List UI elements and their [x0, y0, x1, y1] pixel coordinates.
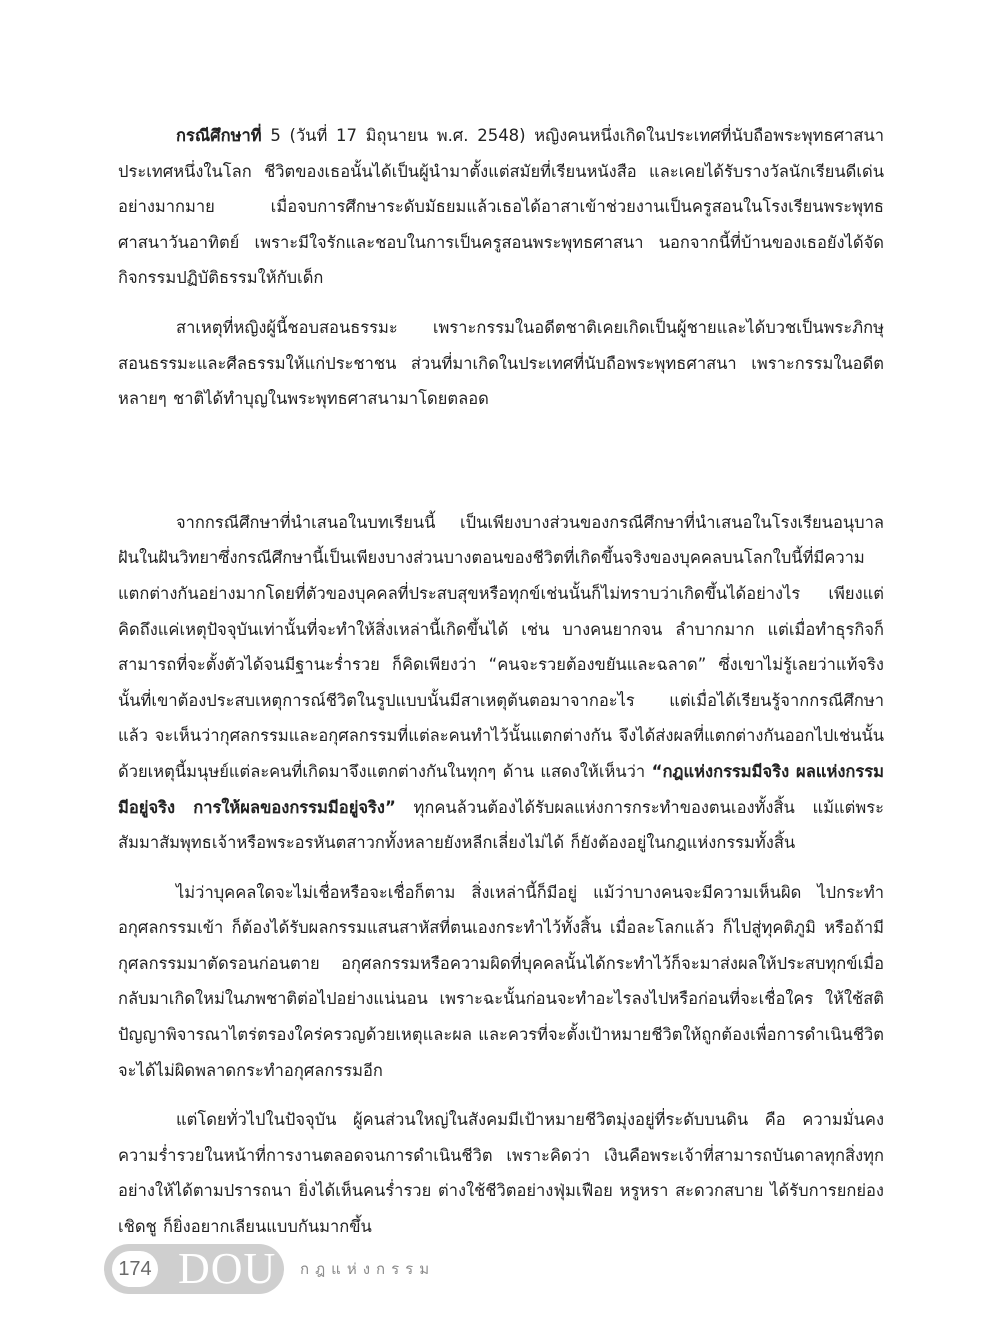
paragraph-text: ไม่ว่าบุคคลใดจะไม่เชื่อหรือจะเชื่อก็ตาม สิ่งเหล่านี้ก็มีอยู่ แม้ว่าบางคนจะมีความเห็นผิด ไปกระทำอกุศลกรรมเข้า ก็ต้องได้รับผลกรรมแสนสาหัสที่ตนเองกระทำไว้ทั้งสิ้น เมื่อละโลกแล้ว ก็ไปสู่ทุคติภูมิ หรือถ้ามีกุศลกรรมมาตัดรอนก่อนตาย อกุศลกรรมหรือความผิดที่บุคคลนั้นได้กระทำไว้ก็จะมาส่งผลให้ประสบทุกข์เมื่อกลับมาเกิดใหม่ในภพชาติต่อไปอย่างแน่นอน เพราะฉะนั้นก่อนจะทำอะไรลงไปหรือก่อนที่จะเชื่อใคร ให้ใช้สติปัญญาพิจารณาไตร่ตรองใคร่ครวญด้วยเหตุและผล และควรที่จะตั้งเป้าหมายชีวิตให้ถูกต้องเพื่อการดำเนินชีวิตจะได้ไม่ผิดพลาดกระทำอกุศลกรรมอีก	[118, 882, 884, 1080]
main-content	[118, 118, 884, 1245]
page-number: 174	[112, 1251, 158, 1287]
karma-law-quote: “กฎแห่งกรรมมีจริง ผลแห่งกรรมมีอยู่จริง การให้ผลของกรรมมีอยู่จริง”	[118, 761, 884, 817]
section-gap	[118, 417, 884, 505]
paragraph-present-day	[118, 1102, 884, 1244]
paragraph-conclusion	[118, 505, 884, 861]
footer-badge	[104, 1244, 284, 1294]
dou-logo: DOU	[178, 1244, 277, 1293]
book-title: กฎแห่งกรรม	[300, 1260, 436, 1278]
paragraph-text: 5 (วันที่ 17 มิถุนายน พ.ศ. 2548) หญิงคนหนึ่งเกิดในประเทศที่นับถือพระพุทธศาสนาประเทศหนึ่งในโลก ชีวิตของเธอนั้นได้เป็นผู้นำมาตั้งแต่สมัยที่เรียนหนังสือ และเคยได้รับรางวัลนักเรียนดีเด่นอย่างมากมาย เมื่อจบการศึกษาระดับมัธยมแล้วเธอได้อาสาเข้าช่วยงานเป็นครูสอนในโรงเรียนพระพุทธศาสนาวันอาทิตย์ เพราะมีใจรักและชอบในการเป็นครูสอนพระพุทธศาสนา นอกจากนี้ที่บ้านของเธอยังได้จัดกิจกรรมปฏิบัติธรรมให้กับเด็ก	[118, 126, 884, 288]
paragraph-case-study-5	[118, 118, 884, 296]
page-footer	[104, 1244, 524, 1294]
paragraph-text: สาเหตุที่หญิงผู้นี้ชอบสอนธรรมะ เพราะกรรมในอดีตชาติเคยเกิดเป็นผู้ชายและได้บวชเป็นพระภิกษุสอนธรรมะและศีลธรรมให้แก่ประชาชน ส่วนที่มาเกิดในประเทศที่นับถือพระพุทธศาสนา เพราะกรรมในอดีตหลายๆ ชาติได้ทำบุญในพระพุทธศาสนามาโดยตลอด	[118, 317, 884, 409]
paragraph-text: แต่โดยทั่วไปในปัจจุบัน ผู้คนส่วนใหญ่ในสังคมมีเป้าหมายชีวิตมุ่งอยู่ที่ระดับบนดิน คือ ความมั่นคงความร่ำรวยในหน้าที่การงานตลอดจนการดำเนินชีวิต เพราะคิดว่า เงินคือพระเจ้าที่สามารถบันดาลทุกสิ่งทุกอย่างให้ได้ตามปรารถนา ยิ่งได้เห็นคนร่ำรวย ต่างใช้ชีวิตอย่างฟุ่มเฟือย หรูหรา สะดวกสบาย ได้รับการยกย่องเชิดชู ก็ยิ่งอยากเลียนแบบกันมากขึ้น	[118, 1110, 884, 1237]
paragraph-belief	[118, 875, 884, 1089]
case-study-heading: กรณีศึกษาที่	[176, 126, 262, 145]
paragraph-cause	[118, 310, 884, 417]
paragraph-text: ทุกคนล้วนต้องได้รับผลแห่งการกระทำของตนเองทั้งสิ้น แม้แต่พระสัมมาสัมพุทธเจ้าหรือพระอรหันตสาวกทั้งหลายยังหลีกเลี่ยงไม่ได้ ก็ยังต้องอยู่ในกฎแห่งกรรมทั้งสิ้น	[118, 797, 884, 853]
paragraph-text: จากกรณีศึกษาที่นำเสนอในบทเรียนนี้ เป็นเพียงบางส่วนของกรณีศึกษาที่นำเสนอในโรงเรียนอนุบาลฝันในฝันวิทยาซึ่งกรณีศึกษานี้เป็นเพียงบางส่วนบางตอนของชีวิตที่เกิดขึ้นจริงของบุคคลบนโลกใบนี้ที่มีความแตกต่างกันอย่างมากโดยที่ตัวของบุคคลที่ประสบสุขหรือทุกข์เช่นนั้นก็ไม่ทราบว่าเกิดขึ้นได้อย่างไร เพียงแต่คิดถึงแค่เหตุปัจจุบันเท่านั้นที่จะทำให้สิ่งเหล่านี้เกิดขึ้นได้ เช่น บางคนยากจน ลำบากมาก แต่เมื่อทำธุรกิจก็สามารถที่จะตั้งตัวได้จนมีฐานะร่ำรวย ก็คิดเพียงว่า “คนจะรวยต้องขยันและฉลาด” ซึ่งเขาไม่รู้เลยว่าแท้จริงนั้นที่เขาต้องประสบเหตุการณ์ชีวิตในรูปแบบนั้นมีสาเหตุต้นตอมาจากอะไร แต่เมื่อได้เรียนรู้จากกรณีศึกษาแล้ว จะเห็นว่ากุศลกรรมและอกุศลกรรมที่แต่ละคนทำไว้นั้นแตกต่างกัน จึงได้ส่งผลที่แตกต่างกันออกไปเช่นนั้น ด้วยเหตุนี้มนุษย์แต่ละคนที่เกิดมาจึงแตกต่างกันในทุกๆ ด้าน แสดงให้เห็นว่า	[118, 512, 884, 781]
